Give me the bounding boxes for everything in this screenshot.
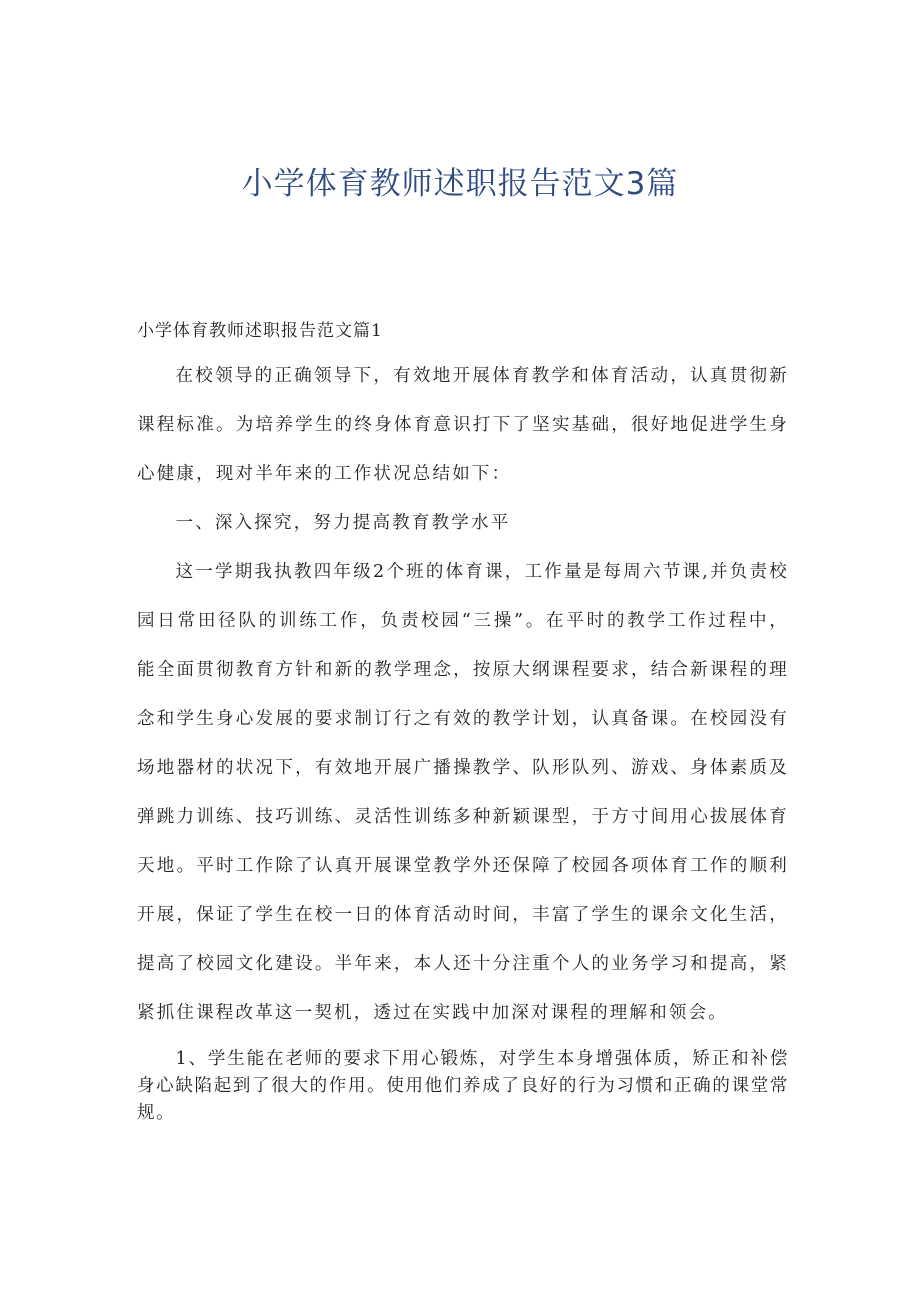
document-body <box>137 352 789 1127</box>
document-title: 小学体育教师述职报告范文3篇 <box>241 166 679 202</box>
work-summary-paragraph: 这一学期我执教四年级2个班的体育课，工作量是每周六节课,并负责校园日常田径队的训练工作，负责校园“三操”。在平时的教学工作过程中，能全面贯彻教育方针和新的教学理念，按原大纲课程要求，结合新课程的理念和学生身心发展的要求制订行之有效的教学计划，认真备课。在校园没有场地器材的状况下，有效地开展广播操教学、队形队列、游戏、身体素质及弹跳力训练、技巧训练、灵活性训练多种新颖课型，于方寸间用心拔展体育天地。平时工作除了认真开展课堂教学外还保障了校园各项体育工作的顺利开展，保证了学生在校一日的体育活动时间，丰富了学生的课余文化生活，提高了校园文化建设。半年来，本人还十分注重个人的业务学习和提高，紧紧抓住课程改革这一契机，透过在实践中加深对课程的理解和领会。 <box>137 562 789 1023</box>
section-heading: 小学体育教师述职报告范文篇1 <box>137 321 383 341</box>
point-one-paragraph: 1、学生能在老师的要求下用心锻炼，对学生本身增强体质，矫正和补偿身心缺陷起到了很大的作用。使用他们养成了良好的行为习惯和正确的课堂常规。 <box>137 1049 789 1123</box>
subsection-heading: 一、深入探究，努力提高教育教学水平 <box>175 513 511 533</box>
intro-paragraph: 在校领导的正确领导下，有效地开展体育教学和体育活动，认真贯彻新课程标准。为培养学生的终身体育意识打下了坚实基础，很好地促进学生身心健康，现对半年来的工作状况总结如下： <box>137 366 789 484</box>
